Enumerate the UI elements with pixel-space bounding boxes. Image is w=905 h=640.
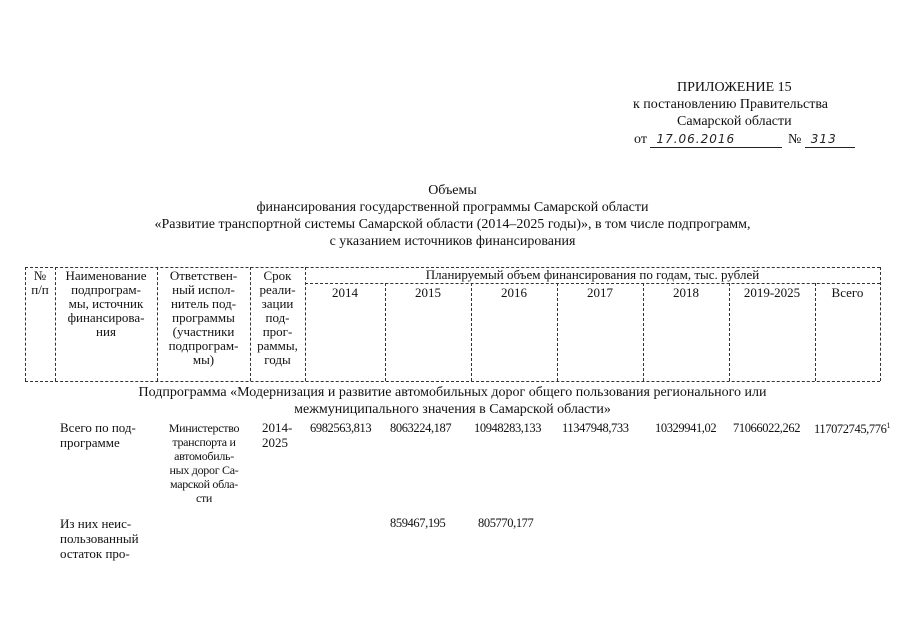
header-year-2014: 2014 — [332, 285, 358, 300]
value-2017: 11347948,733 — [562, 421, 629, 435]
date-prefix: от — [634, 132, 647, 147]
header-name: Наименование подпрограм- мы, источник финансирова- ния — [65, 268, 147, 339]
appendix-date-row — [634, 131, 855, 148]
row-term: 2014- 2025 — [262, 420, 293, 450]
doc-title-line4: с указанием источников финансирования — [329, 234, 576, 249]
header-year-2017: 2017 — [587, 285, 613, 300]
header-term: Срок реали- зации под- прог- раммы, годы — [257, 268, 298, 367]
header-year-2016: 2016 — [501, 285, 527, 300]
value-2016: 10948283,133 — [474, 421, 542, 435]
value-2018: 10329941,02 — [655, 421, 717, 435]
value-total: 117072745,776$^1$ — [814, 421, 891, 437]
header-total: Всего — [831, 285, 864, 300]
header-bottom-border — [25, 381, 880, 382]
value-2015: 8063224,187 — [390, 421, 452, 435]
appendix-region-line: Самарской области — [677, 114, 792, 129]
col-border-4 — [305, 267, 306, 381]
header-num: № п/п — [31, 268, 49, 297]
header-year-2015: 2015 — [415, 285, 441, 300]
appendix-decree-line: к постановлению Правительства — [633, 97, 829, 112]
header-year-2019-2025: 2019-2025 — [743, 285, 801, 300]
value-2014: 6982563,813 — [310, 421, 372, 435]
subprogram-title-line2: межмуниципального значения в Самарской области» — [294, 402, 611, 417]
doc-title-line3: «Развитие транспортной системы Самарской области (2014–2025 годы)», в том числе подпрограмм, — [154, 217, 751, 232]
header-planned-volume: Планируемый объем финансирования по годам, тыс. рублей — [425, 267, 760, 282]
subprogram-title-line1: Подпрограмма «Модернизация и развитие автомобильных дорог общего пользования регионального или — [138, 385, 767, 400]
appendix-title: ПРИЛОЖЕНИЕ 15 — [677, 80, 792, 95]
handwritten-number: 313 — [805, 131, 855, 148]
value-2015: 859467,195 — [390, 516, 446, 530]
row-name: Всего по под- программе — [60, 420, 136, 450]
header-year-2018: 2018 — [673, 285, 699, 300]
doc-title-line2: финансирования государственной программы Самарской области — [256, 200, 649, 215]
row-name: Из них неис- пользованный остаток про- — [60, 516, 139, 561]
header-responsible: Ответствен- ный испол- нитель под- программы (участники подпрограм- мы) — [168, 268, 239, 367]
col-border-11 — [880, 267, 881, 381]
doc-title-line1: Объемы — [428, 183, 477, 198]
row-responsible: Министерство транспорта и автомобиль- ных дорог Са- марской обла- сти — [168, 421, 240, 505]
handwritten-date: 17.06.2016 — [650, 131, 782, 148]
planned-header-divider — [305, 283, 880, 284]
number-prefix: № — [787, 132, 802, 147]
footnote-marker: 1 — [886, 421, 891, 430]
value-2016: 805770,177 — [478, 516, 534, 530]
value-2019-2025: 71066022,262 — [733, 421, 801, 435]
